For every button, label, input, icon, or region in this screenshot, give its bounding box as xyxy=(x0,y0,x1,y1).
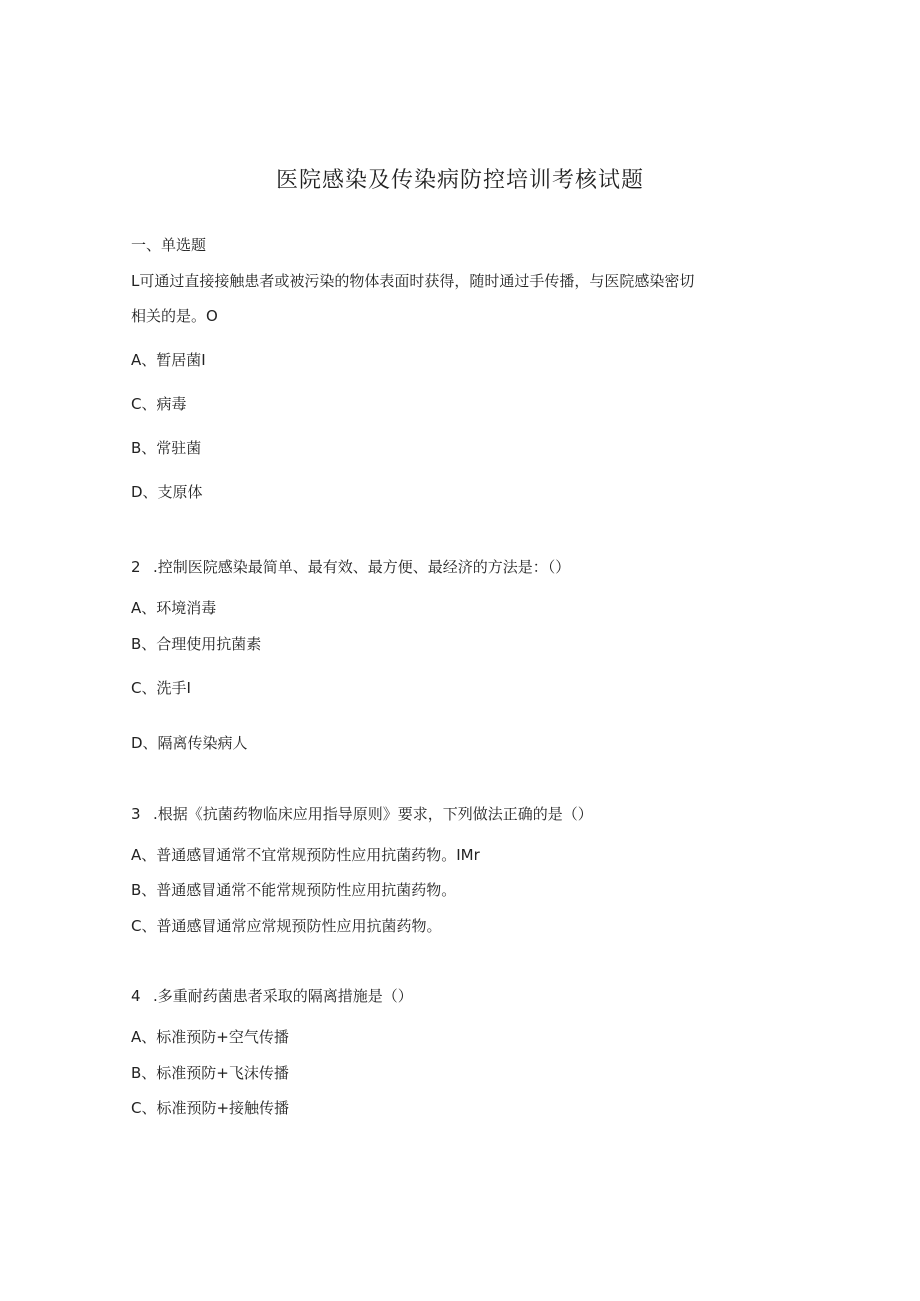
question-2-option-1: A、环境消毒 xyxy=(131,599,217,617)
section-heading: 一、单选题 xyxy=(131,236,207,254)
question-1-text-line-2: 相关的是。O xyxy=(131,307,218,325)
question-2-option-4: D、隔离传染病人 xyxy=(131,734,248,752)
question-1-text-line-1: L可通过直接接触患者或被污染的物体表面时获得，随时通过手传播，与医院感染密切 xyxy=(131,272,695,290)
question-3-option-2: B、普通感冒通常不能常规预防性应用抗菌药物。 xyxy=(131,881,457,899)
question-2-option-2: B、合理使用抗菌素 xyxy=(131,635,262,653)
question-1-option-3: B、常驻菌 xyxy=(131,439,202,457)
question-2 xyxy=(131,557,570,577)
question-4-option-3: C、标准预防+接触传播 xyxy=(131,1099,290,1117)
question-3-option-1: A、普通感冒通常不宜常规预防性应用抗菌药物。IMr xyxy=(131,846,480,864)
question-2-number: 2 xyxy=(131,558,141,576)
question-4 xyxy=(131,986,413,1006)
question-1-option-4: D、支原体 xyxy=(131,483,203,501)
question-3-option-3: C、普通感冒通常应常规预防性应用抗菌药物。 xyxy=(131,917,442,935)
question-1-option-2: C、病毒 xyxy=(131,395,187,413)
question-1-option-1: A、暂居菌I xyxy=(131,351,206,369)
question-4-option-2: B、标准预防+飞沫传播 xyxy=(131,1064,289,1082)
question-2-text: .控制医院感染最简单、最有效、最方便、最经济的方法是：（） xyxy=(153,558,571,576)
question-4-text: .多重耐药菌患者采取的隔离措施是（） xyxy=(153,987,413,1005)
question-3-text: .根据《抗菌药物临床应用指导原则》要求，下列做法正确的是（） xyxy=(153,805,593,823)
document-title: 医院感染及传染病防控培训考核试题 xyxy=(275,168,644,193)
question-2-option-3: C、洗手I xyxy=(131,679,191,697)
question-4-number: 4 xyxy=(131,987,141,1005)
question-3-number: 3 xyxy=(131,805,141,823)
question-4-option-1: A、标准预防+空气传播 xyxy=(131,1028,289,1046)
question-3 xyxy=(131,804,593,824)
